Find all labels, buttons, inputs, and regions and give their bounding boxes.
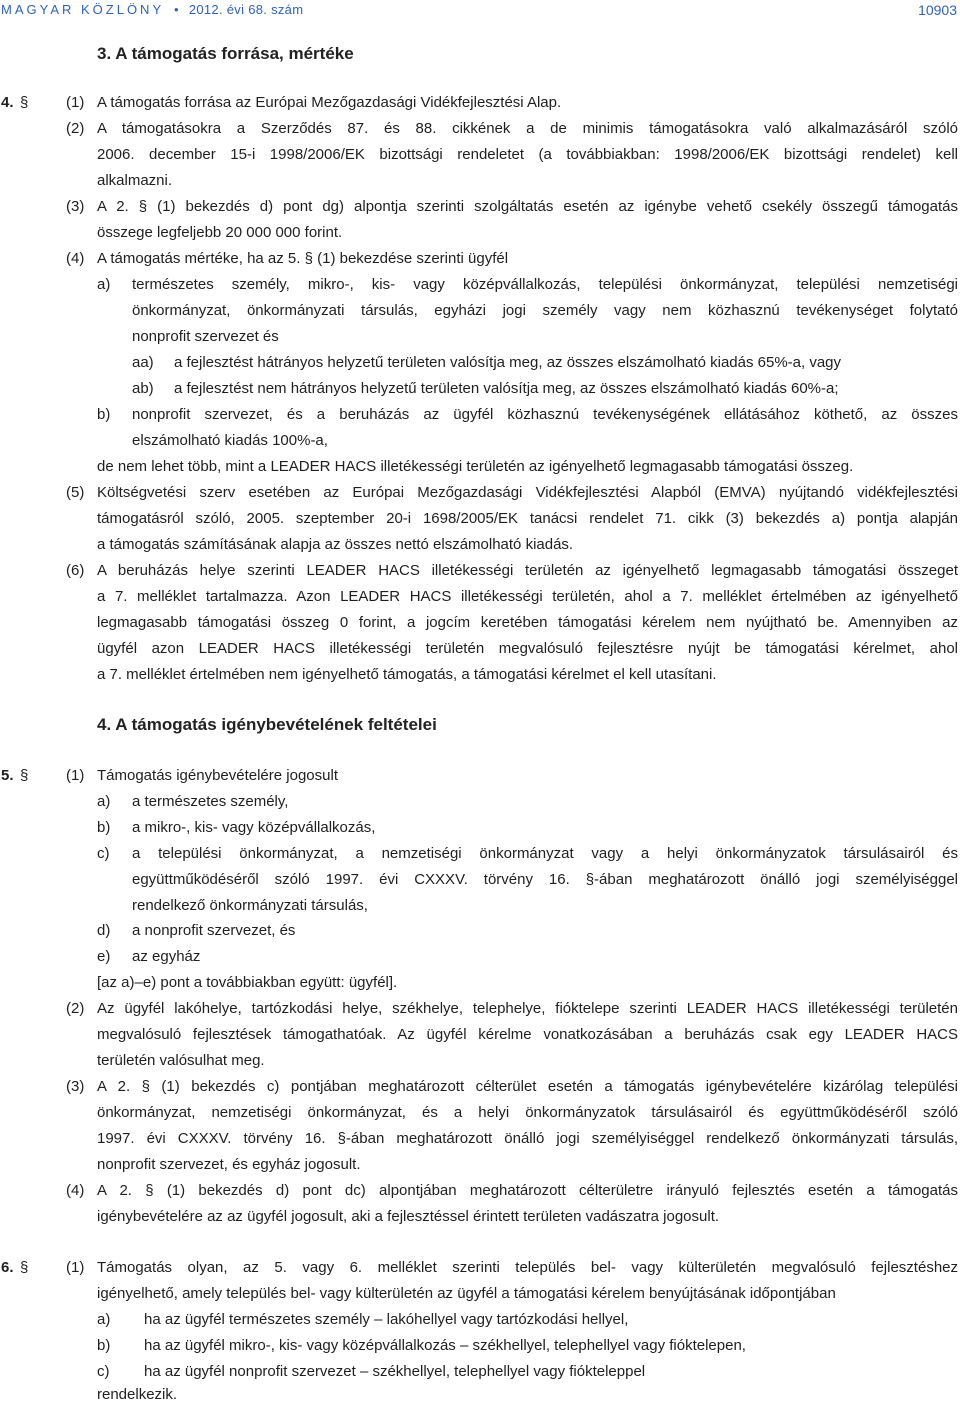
issue-label: 2012. évi 68. szám xyxy=(188,2,304,17)
s4-p6-line: A beruházás helye szerinti LEADER HACS illetékességi területén az igényelhető legmagasabb támogatási összeget xyxy=(97,562,958,579)
par-label: (3) xyxy=(66,198,85,215)
s6-tail: rendelkezik. xyxy=(97,1386,178,1403)
point-label: a) xyxy=(97,276,111,293)
s6-p1-line: Támogatás olyan, az 5. vagy 6. melléklet szerinti település bel- vagy külterületén megvalósuló fejlesztéshez xyxy=(97,1259,958,1276)
publication-line xyxy=(1,2,303,17)
subpoint-label: ab) xyxy=(132,380,154,397)
s4-aa: a fejlesztést hátrányos helyzetű területen valósítja meg, az összes elszámolható kiadás 65%-a, vagy xyxy=(174,354,842,371)
bullet-separator: • xyxy=(174,2,179,17)
s4-b-line: nonprofit szervezet, és a beruházás az ügyfél közhasznú tevékenységének ellátásához köthető, az összes xyxy=(132,406,958,423)
section-number-6: 6. xyxy=(1,1259,14,1276)
point-label: a) xyxy=(97,1311,111,1328)
par-label: (2) xyxy=(66,120,85,137)
s4-p5-line: Költségvetési szerv esetében az Európai Mezőgazdasági Vidékfejlesztési Alapból (EMVA) nyújtandó vidékfejlesztési xyxy=(97,484,958,501)
point-label: b) xyxy=(97,406,111,423)
s4-p6-line: a 7. melléklet tartalmazza. Azon LEADER HACS illetékességi területén, ahol a 7. melléklet értelmében az igényelhető xyxy=(97,588,958,605)
s4-p4-tail: de nem lehet több, mint a LEADER HACS illetékességi területén az igényelhető legmagasabb támogatási összeg. xyxy=(97,458,854,475)
s4-a-line: önkormányzat, önkormányzati társulás, egyházi jogi személy vagy nem közhasznú tevékenységet folytató xyxy=(132,302,958,319)
section-heading-3: 3. A támogatás forrása, mértéke xyxy=(97,44,354,63)
section-number-5: 5. xyxy=(1,767,14,784)
s4-p5-line: a támogatás számításának alapja az összes nettó elszámolható kiadás. xyxy=(97,536,574,553)
s5-p3-line: A 2. § (1) bekezdés c) pontjában meghatározott célterület esetén a támogatás igénybevételére kizárólag települési xyxy=(97,1078,958,1095)
par-label: (3) xyxy=(66,1078,85,1095)
subpoint-label: aa) xyxy=(132,354,154,371)
s5-p1-tail: [az a)–e) pont a továbbiakban együtt: ügyfél]. xyxy=(97,974,398,991)
s4-p1: A támogatás forrása az Európai Mezőgazdasági Vidékfejlesztési Alap. xyxy=(97,94,562,111)
s4-b-line: elszámolható kiadás 100%-a, xyxy=(132,432,328,449)
par-label: (2) xyxy=(66,1000,85,1017)
s4-p6-line: a 7. melléklet értelmében nem igényelhető támogatás, a támogatási kérelmet el kell utasítani. xyxy=(97,666,717,683)
s4-p3-line: A 2. § (1) bekezdés d) pont dg) alpontja szerinti szolgáltatás esetén az igénybe vehető csekély összegű támogatás xyxy=(97,198,958,215)
par-label: (1) xyxy=(66,767,85,784)
paragraph-sign: § xyxy=(20,767,29,784)
s5-p2-line: megvalósuló fejlesztések támogathatóak. Az ügyfél kérelme vonatkozásában a beruházás csak egy LEADER HACS xyxy=(97,1026,958,1043)
s4-p6-line: ügyfél azon LEADER HACS illetékességi területén megvalósuló fejlesztésre nyújt be támogatási kérelmet, ahol xyxy=(97,640,958,657)
s5-p2-line: területén valósulhat meg. xyxy=(97,1052,265,1069)
s6-b: ha az ügyfél mikro-, kis- vagy középvállalkozás – székhellyel, telephellyel vagy fióktelepen, xyxy=(144,1337,746,1354)
point-label: e) xyxy=(97,948,111,965)
s4-p3-line: összege legfeljebb 20 000 000 forint. xyxy=(97,224,343,241)
s4-a-line: természetes személy, mikro-, kis- vagy középvállalkozás, települési önkormányzat, települési nemzetiségi xyxy=(132,276,958,293)
s4-p6-line: legmagasabb támogatási összeg 0 forint, a jogcím keretében támogatási kérelem nem nyújtható be. Amennyiben az xyxy=(97,614,958,631)
s5-p2-line: Az ügyfél lakóhelye, tartózkodási helye, székhelye, telephelye, fióktelepe szerinti LEADER HACS illetékességi területén xyxy=(97,1000,958,1017)
section-number-4: 4. xyxy=(1,94,14,111)
s4-p2-line: 2006. december 15-i 1998/2006/EK bizottsági rendeletet (a továbbiakban: 1998/2006/EK bizottsági rendelet) kell xyxy=(97,146,958,163)
s4-ab: a fejlesztést nem hátrányos helyzetű területen valósítja meg, az összes elszámolható kiadás 60%-a; xyxy=(174,380,839,397)
par-label: (6) xyxy=(66,562,85,579)
s5-c-line: rendelkező önkormányzati társulás, xyxy=(132,897,368,914)
s4-p2-line: alkalmazni. xyxy=(97,172,173,189)
point-label: a) xyxy=(97,793,111,810)
par-label: (1) xyxy=(66,1259,85,1276)
s4-p5-line: támogatásról szóló, 2005. szeptember 20-i 1698/2005/EK tanácsi rendelet 71. cikk (3) bekezdés a) pontja alapján xyxy=(97,510,958,527)
point-label: c) xyxy=(97,1363,110,1380)
s5-p3-line: 1997. évi CXXXV. törvény 16. §-ában meghatározott önálló jogi személyiséggel rendelkező önkormányzati társulás, xyxy=(97,1130,958,1147)
s4-p2-line: A támogatásokra a Szerződés 87. és 88. cikkének a de minimis támogatásokra való alkalmazásáról szóló xyxy=(97,120,958,137)
par-label: (1) xyxy=(66,94,85,111)
s5-p3-line: nonprofit szervezet, és egyház jogosult. xyxy=(97,1156,361,1173)
s5-e: az egyház xyxy=(132,948,201,965)
point-label: c) xyxy=(97,845,110,862)
s5-p4-line: igénybevételére az az ügyfél jogosult, aki a fejlesztéssel érintett területen vadászatra jogosult. xyxy=(97,1208,720,1225)
s6-c: ha az ügyfél nonprofit szervezet – székhellyel, telephellyel vagy fióktelеppel xyxy=(144,1363,646,1380)
s5-d: a nonprofit szervezet, és xyxy=(132,922,296,939)
point-label: d) xyxy=(97,922,111,939)
paragraph-sign: § xyxy=(20,94,29,111)
point-label: b) xyxy=(97,819,111,836)
s5-a: a természetes személy, xyxy=(132,793,289,810)
par-label: (4) xyxy=(66,1182,85,1199)
s5-p1: Támogatás igénybevételére jogosult xyxy=(97,767,338,784)
publication-name: MAGYAR KÖZLÖNY xyxy=(1,2,165,17)
paragraph-sign: § xyxy=(20,1259,29,1276)
point-label: b) xyxy=(97,1337,111,1354)
s6-a: ha az ügyfél természetes személy – lakóhellyel vagy tartózkodási hellyel, xyxy=(144,1311,629,1328)
page-number: 10903 xyxy=(918,2,957,18)
s5-p3-line: önkormányzat, nemzetiségi önkormányzat, és a helyi önkormányzatok társulásairól és együttműködéséről szóló xyxy=(97,1104,958,1121)
s5-c-line: együttműködéséről szóló 1997. évi CXXXV. törvény 16. §-ában meghatározott önálló jogi személyiséggel xyxy=(132,871,958,888)
s5-b: a mikro-, kis- vagy középvállalkozás, xyxy=(132,819,376,836)
par-label: (4) xyxy=(66,250,85,267)
s4-a-line: nonprofit szervezet és xyxy=(132,328,279,345)
par-label: (5) xyxy=(66,484,85,501)
section-heading-4: 4. A támogatás igénybevételének feltételei xyxy=(97,715,437,734)
page-header xyxy=(0,0,960,20)
s5-p4-line: A 2. § (1) bekezdés d) pont dc) alpontjában meghatározott célterületre irányuló fejlesztés esetén a támogatás xyxy=(97,1182,958,1199)
s5-c-line: a települési önkormányzat, a nemzetiségi önkormányzat vagy a helyi önkormányzatok társulásairól és xyxy=(132,845,958,862)
s6-p1-line: igényelhető, amely település bel- vagy külterületén az ügyfél a támogatási kérelem benyújtásának időpontjában xyxy=(97,1285,836,1302)
s4-p4-line: A támogatás mértéke, ha az 5. § (1) bekezdése szerinti ügyfél xyxy=(97,250,509,267)
